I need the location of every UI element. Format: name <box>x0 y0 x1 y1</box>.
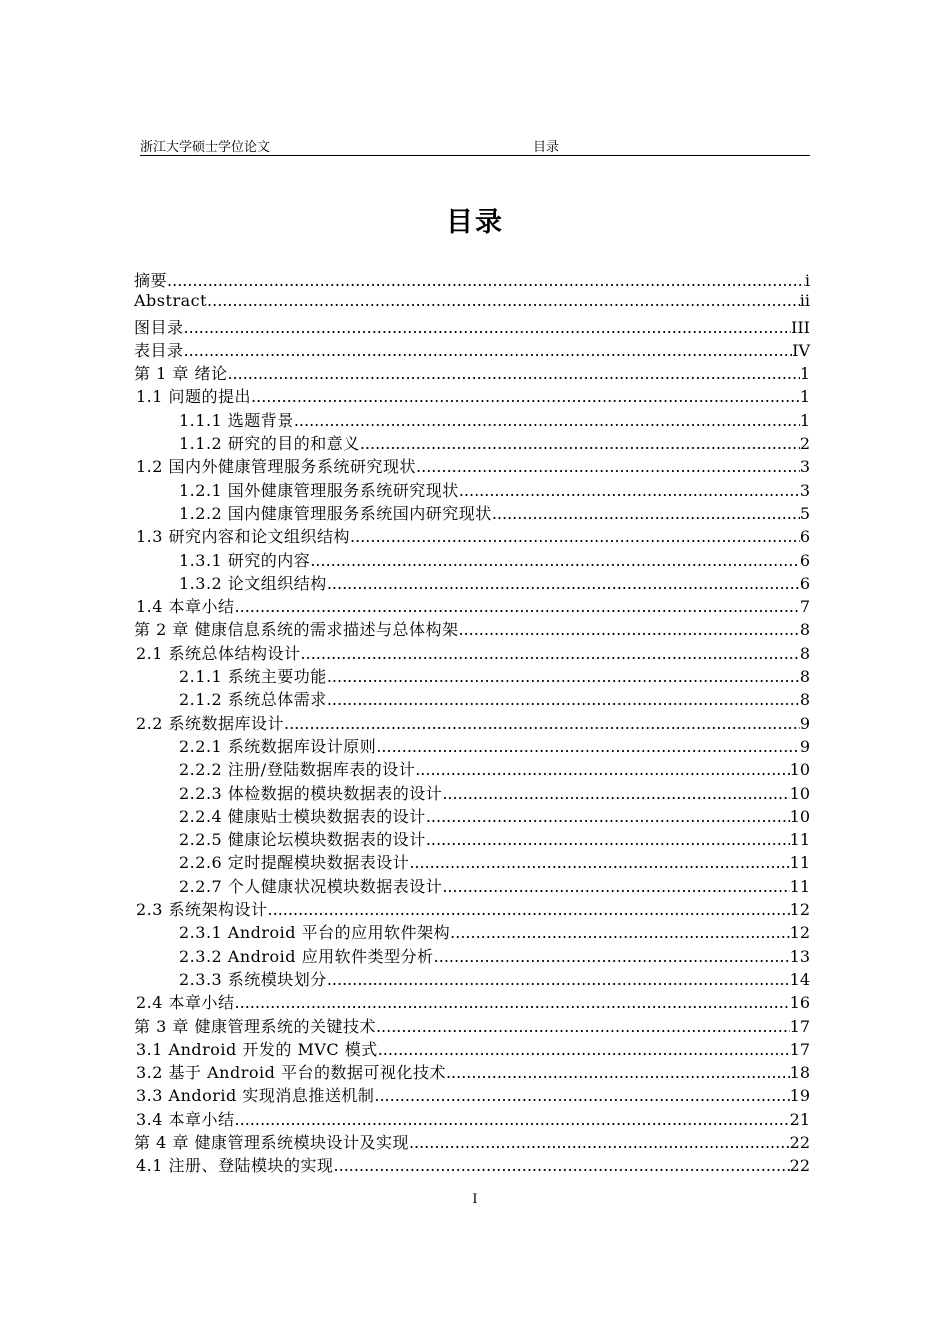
toc-dot-leader <box>327 690 800 709</box>
toc-entry[interactable] <box>134 967 810 990</box>
toc-dot-leader <box>207 291 800 310</box>
toc-entry-page-number: 9 <box>799 713 810 733</box>
toc-dot-leader <box>376 1017 790 1036</box>
page-title: 目录 <box>446 207 504 238</box>
toc-dot-leader <box>409 1133 790 1152</box>
toc-entry-page-number: 14 <box>789 969 810 989</box>
toc-entry-page-number: 3 <box>799 480 810 500</box>
toc-entry[interactable] <box>134 1060 810 1083</box>
toc-entry[interactable] <box>134 594 810 617</box>
toc-entry[interactable] <box>134 408 810 431</box>
toc-entry-label: 2.2.3 体检数据的模块数据表的设计 <box>179 783 443 803</box>
toc-entry[interactable] <box>134 920 810 943</box>
toc-entry[interactable] <box>134 315 810 338</box>
toc-dot-leader <box>227 364 799 383</box>
toc-entry[interactable] <box>134 757 810 780</box>
toc-entry-label: 1.1.2 研究的目的和意义 <box>179 434 360 454</box>
toc-entry-page-number: 11 <box>789 853 810 873</box>
toc-entry[interactable] <box>134 291 810 314</box>
toc-entry-label: 图目录 <box>134 317 184 337</box>
toc-dot-leader <box>327 667 800 686</box>
toc-entry-page-number: 1 <box>799 410 810 430</box>
toc-dot-leader <box>294 411 800 430</box>
toc-entry-page-number: 9 <box>799 736 810 756</box>
toc-entry-page-number: 10 <box>789 783 810 803</box>
toc-dot-leader <box>409 853 789 872</box>
toc-entry[interactable] <box>134 548 810 571</box>
toc-dot-leader <box>459 481 800 500</box>
toc-dot-leader <box>450 923 790 942</box>
toc-entry-page-number: 8 <box>799 643 810 663</box>
toc-dot-leader <box>251 387 800 406</box>
toc-dot-leader <box>350 527 800 546</box>
toc-entry-page-number: III <box>791 317 810 337</box>
toc-entry-label: 4.1 注册、登陆模块的实现 <box>136 1156 334 1176</box>
toc-dot-leader <box>268 900 790 919</box>
toc-entry[interactable] <box>134 734 810 757</box>
toc-entry[interactable] <box>134 361 810 384</box>
toc-entry[interactable] <box>134 617 810 640</box>
toc-entry[interactable] <box>134 804 810 827</box>
toc-entry-page-number: 18 <box>789 1063 810 1083</box>
toc-entry-label: 1.3 研究内容和论文组织结构 <box>136 527 351 547</box>
toc-entry-label: 1.3.1 研究的内容 <box>179 550 311 570</box>
toc-entry-page-number: 8 <box>799 620 810 640</box>
toc-entry-page-number: 10 <box>789 806 810 826</box>
page-number: I <box>472 1192 478 1207</box>
toc-entry-label: 2.3 系统架构设计 <box>136 900 268 920</box>
toc-dot-leader <box>235 1110 790 1129</box>
toc-entry-label: 2.1.1 系统主要功能 <box>179 667 327 687</box>
toc-entry-page-number: 17 <box>789 1016 810 1036</box>
toc-entry[interactable] <box>134 1130 810 1153</box>
toc-entry-label: 1.1.1 选题背景 <box>179 410 294 430</box>
toc-entry-page-number: 8 <box>799 667 810 687</box>
toc-entry[interactable] <box>134 1083 810 1106</box>
toc-entry-page-number: 10 <box>789 760 810 780</box>
toc-entry[interactable] <box>134 687 810 710</box>
toc-entry-label: 2.1.2 系统总体需求 <box>179 690 327 710</box>
header-section-title: 目录 <box>533 140 560 155</box>
toc-entry-label: Abstract <box>134 291 208 311</box>
toc-entry-page-number: 13 <box>789 946 810 966</box>
toc-dot-leader <box>327 970 790 989</box>
toc-dot-leader <box>442 877 789 896</box>
toc-entry[interactable] <box>134 501 810 524</box>
toc-entry-label: 1.2 国内外健康管理服务系统研究现状 <box>136 457 417 477</box>
toc-entry-page-number: 6 <box>799 527 810 547</box>
toc-entry-label: 第 2 章 健康信息系统的需求描述与总体构架 <box>134 620 459 640</box>
toc-dot-leader <box>184 341 793 360</box>
toc-entry-page-number: 11 <box>789 876 810 896</box>
toc-entry[interactable] <box>134 874 810 897</box>
header-thesis-title: 浙江大学硕士学位论文 <box>140 140 271 155</box>
toc-dot-leader <box>310 551 800 570</box>
table-of-contents <box>134 268 810 1177</box>
toc-entry[interactable] <box>134 1037 810 1060</box>
toc-entry-label: 2.2 系统数据库设计 <box>136 713 285 733</box>
toc-entry-page-number: i <box>804 271 810 290</box>
toc-entry-label: 2.2.2 注册/登陆数据库表的设计 <box>179 760 416 780</box>
toc-dot-leader <box>235 993 790 1012</box>
toc-entry[interactable] <box>134 338 810 361</box>
toc-dot-leader <box>334 1156 790 1175</box>
toc-entry-label: 2.3.1 Android 平台的应用软件架构 <box>179 923 451 943</box>
toc-dot-leader <box>284 714 800 733</box>
toc-entry-page-number: 6 <box>799 573 810 593</box>
toc-entry-page-number: 22 <box>789 1156 810 1176</box>
toc-entry-label: 2.2.7 个人健康状况模块数据表设计 <box>179 876 443 896</box>
toc-entry[interactable] <box>134 897 810 920</box>
toc-entry-page-number: 6 <box>799 550 810 570</box>
toc-entry-page-number: 17 <box>789 1039 810 1059</box>
toc-entry-label: 3.1 Android 开发的 MVC 模式 <box>136 1039 378 1059</box>
toc-entry[interactable] <box>134 1107 810 1130</box>
toc-entry[interactable] <box>134 827 810 850</box>
toc-entry-label: 1.3.2 论文组织结构 <box>179 573 327 593</box>
toc-entry-label: 3.3 Andorid 实现消息推送机制 <box>136 1086 375 1106</box>
toc-dot-leader <box>426 830 790 849</box>
toc-entry[interactable] <box>134 268 810 291</box>
toc-entry-label: 1.1 问题的提出 <box>136 387 252 407</box>
toc-entry[interactable] <box>134 990 810 1013</box>
toc-entry-page-number: 1 <box>799 387 810 407</box>
toc-entry-page-number: 2 <box>799 434 810 454</box>
toc-entry[interactable] <box>134 384 810 407</box>
toc-entry-label: 摘要 <box>134 271 168 290</box>
toc-entry-label: 第 4 章 健康管理系统模块设计及实现 <box>134 1132 409 1152</box>
toc-dot-leader <box>416 457 800 476</box>
toc-dot-leader <box>492 504 800 523</box>
toc-entry-label: 2.2.1 系统数据库设计原则 <box>179 736 377 756</box>
toc-entry[interactable] <box>134 711 810 734</box>
toc-entry-page-number: 12 <box>789 900 810 920</box>
toc-dot-leader <box>446 1063 790 1082</box>
toc-entry-label: 表目录 <box>134 340 184 360</box>
toc-entry-page-number: 19 <box>789 1086 810 1106</box>
toc-entry[interactable] <box>134 478 810 501</box>
toc-dot-leader <box>442 784 789 803</box>
toc-dot-leader <box>426 807 790 826</box>
toc-entry-label: 2.3.3 系统模块划分 <box>179 969 327 989</box>
toc-entry-label: 3.2 基于 Android 平台的数据可视化技术 <box>136 1063 446 1083</box>
toc-entry[interactable] <box>134 571 810 594</box>
toc-entry-page-number: 21 <box>789 1109 810 1129</box>
toc-entry[interactable] <box>134 641 810 664</box>
toc-dot-leader <box>458 620 799 639</box>
toc-entry-label: 第 3 章 健康管理系统的关键技术 <box>134 1016 376 1036</box>
toc-dot-leader <box>327 574 800 593</box>
toc-dot-leader <box>376 737 800 756</box>
toc-entry[interactable] <box>134 524 810 547</box>
toc-entry-page-number: 22 <box>789 1132 810 1152</box>
toc-entry[interactable] <box>134 431 810 454</box>
toc-entry[interactable] <box>134 1014 810 1037</box>
toc-dot-leader <box>374 1086 789 1105</box>
toc-dot-leader <box>434 947 790 966</box>
toc-entry-page-number: 12 <box>789 923 810 943</box>
toc-entry-page-number: ii <box>799 291 810 311</box>
toc-entry[interactable] <box>134 781 810 804</box>
toc-entry[interactable] <box>134 850 810 873</box>
toc-entry-page-number: 1 <box>799 364 810 384</box>
toc-entry-label: 1.2.1 国外健康管理服务系统研究现状 <box>179 480 459 500</box>
page-header <box>140 136 810 156</box>
toc-entry[interactable] <box>134 1153 810 1176</box>
toc-entry-label: 2.4 本章小结 <box>136 993 235 1013</box>
toc-entry[interactable] <box>134 664 810 687</box>
toc-entry-label: 3.4 本章小结 <box>136 1109 235 1129</box>
toc-dot-leader <box>415 760 789 779</box>
toc-entry-label: 2.2.6 定时提醒模块数据表设计 <box>179 853 410 873</box>
toc-entry-page-number: 8 <box>799 690 810 710</box>
toc-entry-label: 2.1 系统总体结构设计 <box>136 643 301 663</box>
toc-entry[interactable] <box>134 944 810 967</box>
toc-dot-leader <box>184 318 792 337</box>
toc-entry-page-number: 3 <box>799 457 810 477</box>
toc-entry-label: 1.2.2 国内健康管理服务系统国内研究现状 <box>179 503 492 523</box>
toc-entry-page-number: IV <box>792 340 810 360</box>
toc-entry-label: 1.4 本章小结 <box>136 597 235 617</box>
toc-entry-page-number: 5 <box>799 503 810 523</box>
toc-entry[interactable] <box>134 454 810 477</box>
toc-entry-page-number: 7 <box>799 597 810 617</box>
toc-entry-label: 2.2.5 健康论坛模块数据表的设计 <box>179 830 426 850</box>
toc-entry-label: 2.2.4 健康贴士模块数据表的设计 <box>179 806 426 826</box>
toc-entry-page-number: 16 <box>789 993 810 1013</box>
toc-dot-leader <box>235 597 800 616</box>
toc-dot-leader <box>167 271 805 290</box>
toc-entry-page-number: 11 <box>789 830 810 850</box>
toc-entry-label: 2.3.2 Android 应用软件类型分析 <box>179 946 434 966</box>
toc-entry-label: 第 1 章 绪论 <box>134 364 228 384</box>
toc-dot-leader <box>378 1040 790 1059</box>
toc-dot-leader <box>301 644 800 663</box>
toc-dot-leader <box>360 434 800 453</box>
